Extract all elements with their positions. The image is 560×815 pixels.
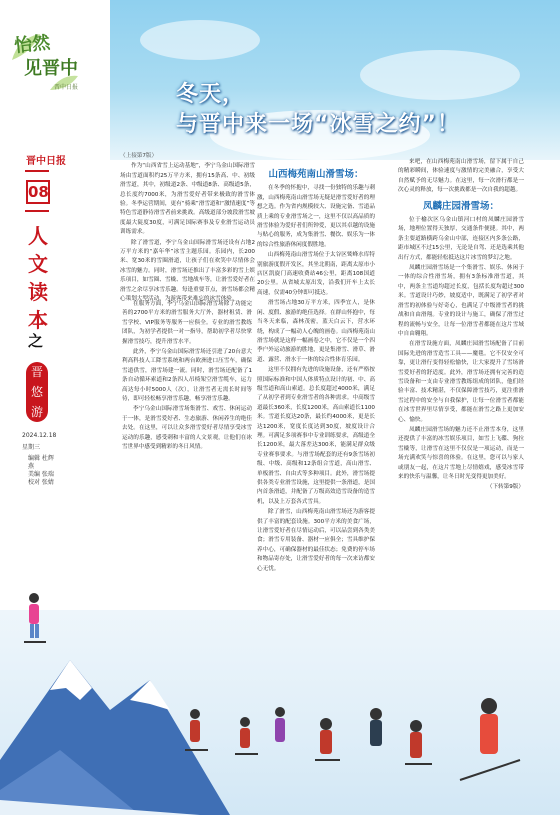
- continued-to-label: （下转第9版）: [486, 484, 524, 491]
- headline-line2: 与晋中来一场“冰雪之约”！: [176, 112, 460, 137]
- continued-from-label: （上接第7版）: [120, 153, 158, 159]
- issue-weekday: 星期三: [22, 444, 41, 451]
- skiers-illustration: [180, 690, 560, 815]
- section-subtitle-seal: 晋悠游: [26, 362, 48, 422]
- paragraph: 作为“山西省雪上运动基地”，李宁乌金山国际滑雪场由雪道面积约25万平方米，拥有15条高、中、初级滑雪道，其中，初级道2条、中级道8条、高级道5条，总长度约7000米，为滑雪爱好者带来极致的滑雪体验。冬季运营期间，更有“骑乘”滑雪道和“激情速度”等特色雪道静待滑雪者前来挑战。高级道部分坡段滑雪坡度最大陡度30度，可满足国际赛事及专业滑雪运动员训练需求。: [120, 163, 255, 236]
- article-column-3: [398, 158, 524, 493]
- paragraph: 此外，李宁乌金山国际滑雪场还引进了20台意大利高科技人工降雪系统和两台欧洲进口压雪车，确保雪道供雪，滑雪场建一流。同时，滑雪场还配备了1条自动循环索道和2条四人吊椅架空滑雪缆车，运力高达每小时5000人（次），让滑雪者无需长时间等待，即可轻松畅享滑雪乐趣，畅享滑雪乐趣。: [122, 349, 252, 403]
- paragraph: 李宁乌金山国际滑雪场集滑雪、戏雪、休闲运动于一体，是滑雪爱好者、生态旅游、休闲养生的绝佳去处。在这里，可以让众多滑雪爱好者尽情享受冰雪运动的乐趣，感受刺和丰富的人文景观，让他们在冰雪世界中感受到精彩的冬日风情。: [122, 406, 252, 451]
- section-connector: 之: [28, 332, 44, 350]
- paragraph: 山西梅苑南山滑雪场位于太谷区鹫峰水库特别旅游度假开发区，其坐北朝南，距离太原市小店区凯旋门高速收费站46公里，距离108国道20公里。从省城太原出发，沿我们开车上太长高速，仅需40分钟即可抵达。: [257, 252, 375, 296]
- logo-line2: 见晋中: [24, 58, 78, 79]
- logo-line1: 怡然: [13, 32, 52, 57]
- section2-title: 凤麟庄园滑雪场：: [422, 200, 499, 212]
- page-number: 08: [26, 180, 50, 204]
- paragraph: 滑雪场占地30万平方米，四季宜人，是休闲、度假、旅游的绝佳选择。在群山怀抱中，每当冬天来临，森林茂密，蓝天白云下，营水环绕，构成了一幅动人心魄的画卷。山西梅苑南山滑雪场就是这样一幅画卷之中，它不仅是一个四季户外运动旅游的胜地，更是集滑雪、滑草、滑道、露营、滑水于一体的综合性体育乐园。: [257, 300, 375, 363]
- editor-credit: 编辑 杜辉燕: [28, 455, 54, 470]
- child-skier-illustration: [20, 590, 50, 650]
- paragraph: 除了滑雪道，李宁乌金山国际滑雪场还设有占地2万平方米的“嘉年华”冰雪主题乐园。乐园内，长200米、宽30米的雪圈滑道，让孩子们在欢笑中尽情体会冰雪的魅力。同时，滑雪场还推出了丰富多彩的雪上娱乐项目，如雪圈、雪橇、雪地战车等，让滑雪爱好者在滑雪之余尽享冰雪乐趣。每逢重要节点，滑雪场都会精心策划大型活动，为游客带来难忘的冰雪体验。: [120, 239, 255, 303]
- logo-sub: 晋中日报: [54, 84, 79, 91]
- paragraph: 除了滑雪，山西梅苑南山滑雪场还为游客提供了丰富的配套设施。300平方米的美食广场，让滑雪爱好者在尽情运动后，可以品尝到各类美食；滑雪专用装备、器材一应俱全；雪具维护保养中心，可确保器材的最佳状态；免费的停车场和物品寄存处，让滑雪爱好者的每一次来访都安心无忧。: [257, 509, 375, 572]
- article-column-2: [257, 168, 375, 575]
- paper-name: 晋中日报: [26, 156, 66, 167]
- headline-line1: 冬天，: [176, 82, 246, 107]
- paragraph: 这里不仅拥有先进的设施设备，还有严格按照国际标准和中国人体质特点设计的初、中、高级雪道和高山索道。总长度超过4000米，满足了从初学者到专业滑雪者的各种需求。中高级雪道最长360米，长度1200米，高山索道长1100米。雪道长度达20条，最长约4000米，更是长达1200米，宽度长度达到30度，坡度设计合理。可满足多项赛事中专业训练要求，高级道全长1200米，最大落差达300米，能满足群众级专业赛事要求。与滑雪场配套的还有9条雪场初级、中级、高级和12条组合雪道，高山滑雪、单板滑雪、自由式等多种项目。此外，滑雪场提供各类专业滑雪设施，这里提供一条滑道，是国内首条滑道，并配备了万级高效造雪设备的造雪机，以及上万套各式雪具。: [257, 367, 375, 505]
- paragraph: 凤麟庄园滑雪场是一个集滑雪、娱乐、休闲于一体的综合性滑雪场，拥有3条标准滑雪道，其中，两条主雪道均超过长度，包括长度均超过300米。雪道设计巧妙，坡度适中，既满足了初学者对滑雪的初体验与好奇心，也满足了中级滑雪者的挑战和自由滑翔。专业的设计与施工，确保了滑雪过程的流畅与安全，让每一位滑雪者都能在这片雪域中自由翱翔。: [398, 265, 524, 337]
- article-column-1: [120, 152, 255, 306]
- issue-date: 2024.12.18: [22, 432, 57, 439]
- paragraph: 凤麟庄园滑雪场的魅力还不止滑雪本身，这里还提供了丰富的冰雪娱乐项目，如雪上飞碟、狗拉雪橇等，让滑雪在这里不仅仅是一项运动，而是一场充满欢笑与惊喜的体验。在这里，您可以与家人或朋友一起，在这片雪地上尽情嬉戏，感受冰雪带来的快乐与温馨，让冬日时光变得更加美好。: [398, 426, 524, 480]
- column-logo: [10, 30, 80, 94]
- article-column-1b: [122, 300, 252, 454]
- paragraph: 在滑雪设施方面，凤麟庄园滑雪场配备了目前国际先进的滑雪造雪工具——魔毯。它不仅安全可靠，更让滑行变得轻松愉快，让大家提升了雪场滑雪爱好者的舒适度。此外，滑雪场还拥有完善的造雪设备和一支由专业滑雪教练组成的团队，他们经验丰富、技术精湛，不仅保障滑雪技巧，更注重滑雪过程中的安全与自我保护，让每一位滑雪者都能在冰雪世界里尽情享受，都能在滑雪之路上更加安心、愉快。: [398, 341, 524, 423]
- divider: [25, 210, 49, 212]
- paragraph: 来吧，在山西梅苑南山滑雪场，留下属于自己的精彩瞬间，体验速度与激情的完美融合，享受大自然赋予的无尽魅力。在这里，每一次滑行都是一次心灵的释放，每一次挑战都是一次自我的超越。: [398, 159, 524, 194]
- staff-credits: [28, 455, 58, 487]
- proofreader-credit: 校对 张婧: [28, 479, 54, 486]
- designer-credit: 美编 张瑞: [28, 471, 54, 478]
- paragraph: 在冬季的怀抱中，寻找一份独特的乐趣与刺激，山西梅苑南山滑雪场无疑是滑雪爱好者的理想之选。作为省内规模较大、设施完备、雪道品质上乘的专业滑雪场之一，这里不仅以高品质的滑雪体验为爱好者们所钟爱，更以其卓越的设施与贴心的服务，成为集滑雪、餐饮、娱乐为一体的综合性旅游休闲度假胜地。: [257, 185, 375, 248]
- paragraph: 在服务方面，李宁乌金山国际滑雪场除了功能完善的2700平方米的滑雪服务大厅外，器材租赁、滑雪学校、VIP服务等服务一应俱全。专业的滑雪教练团队，为初学者提供一对一指导，帮助初学者尽快掌握滑雪技巧，提升滑雪水平。: [122, 301, 252, 345]
- section1-title: 山西梅苑南山滑雪场：: [268, 169, 364, 180]
- divider: [25, 170, 49, 172]
- section-title: 人文读本: [28, 224, 48, 332]
- paragraph: 位于榆次区乌金山镇河口村的凤麟庄园滑雪场，地理位置得天独厚，交通条件便捷。其中，两条主要道路横跨乌金山中部，连接区内多条公路，距市城区不过15公里，无论是自驾、还是选乘其他出行方式，都能轻松抵达这片冰雪的梦幻之地。: [398, 217, 524, 261]
- headline: [176, 80, 460, 140]
